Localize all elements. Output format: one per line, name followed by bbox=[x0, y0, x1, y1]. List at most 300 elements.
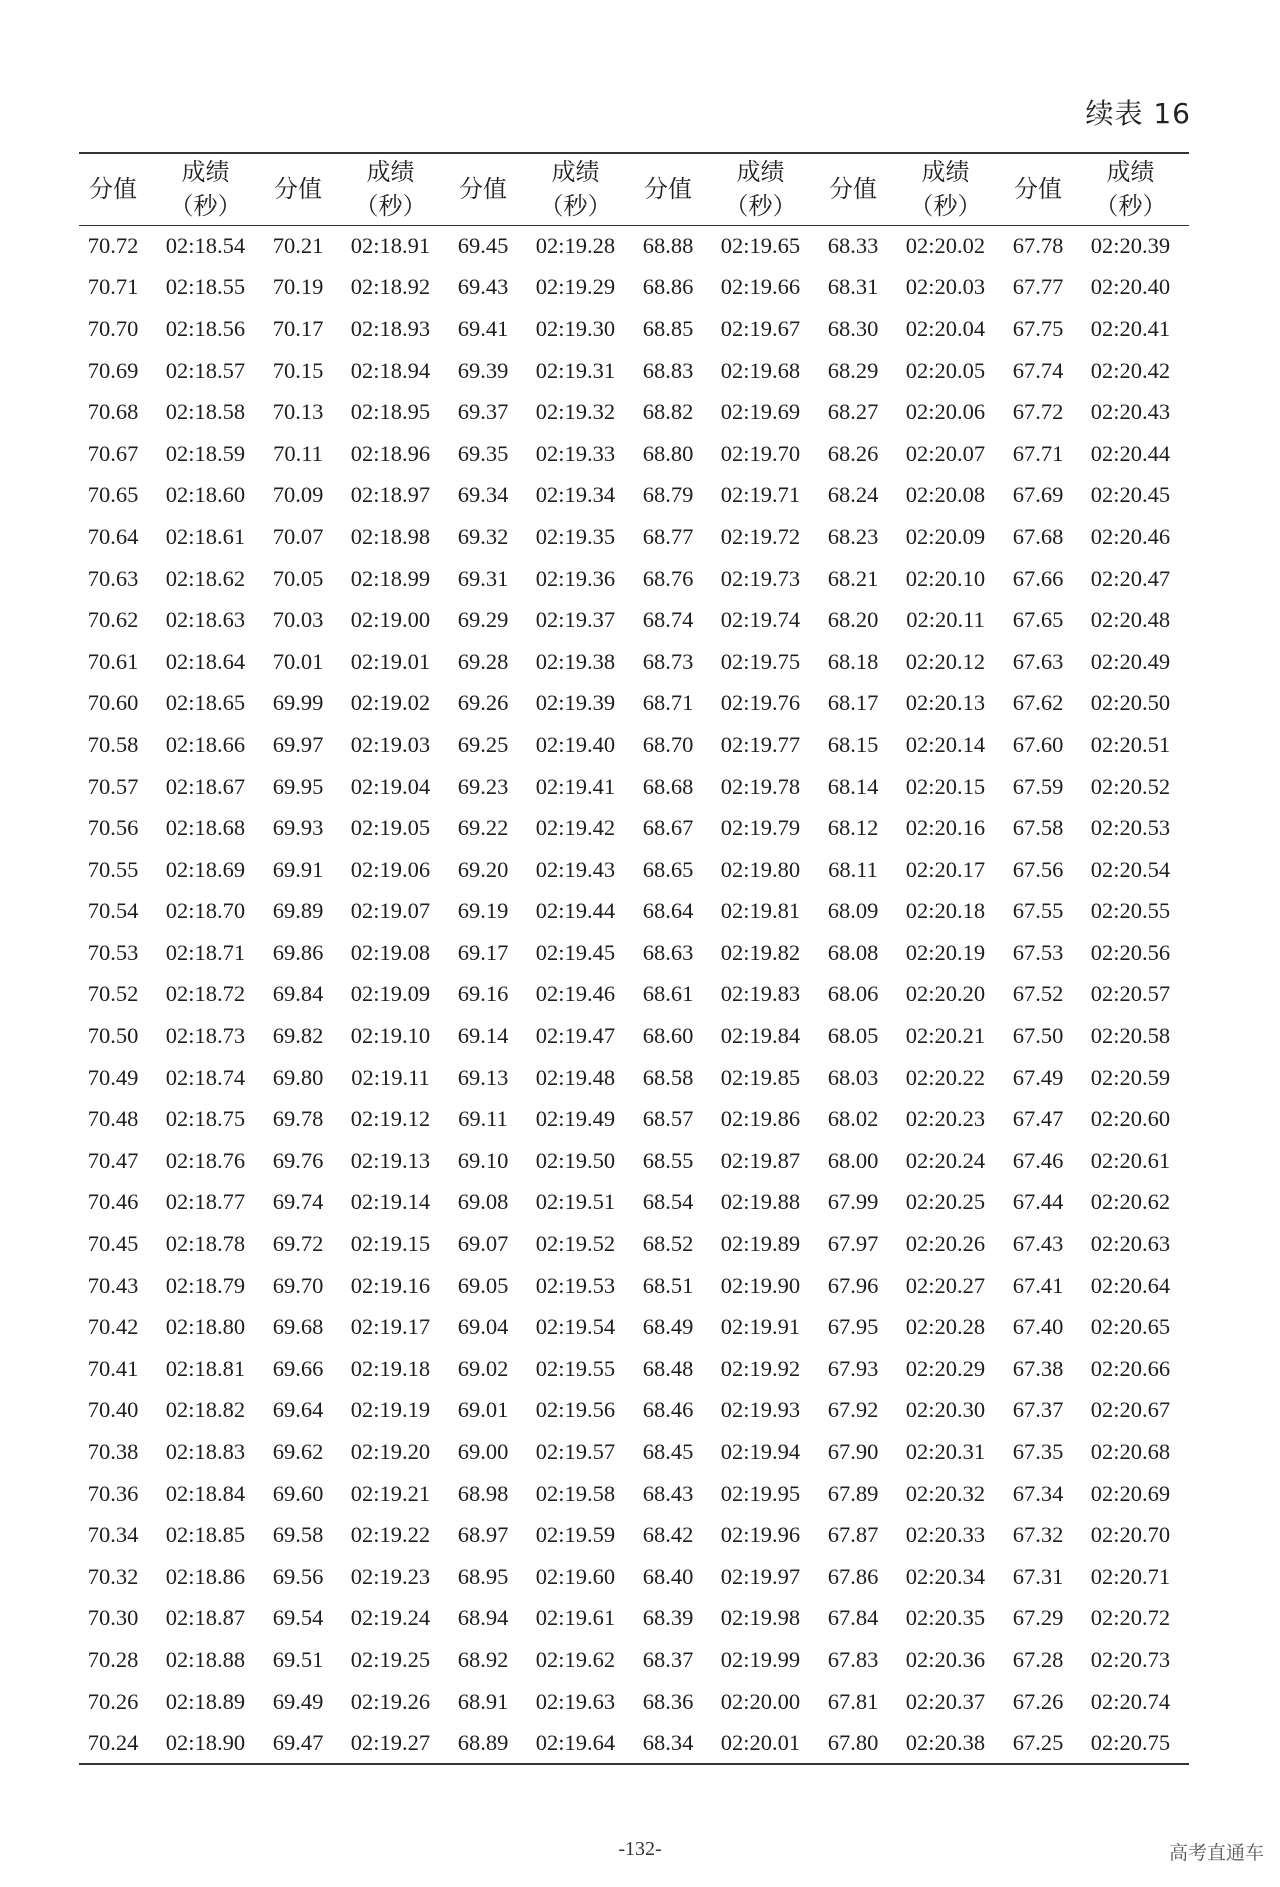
time-cell: 02:20.21 bbox=[905, 1023, 986, 1049]
score-cell: 67.40 bbox=[1012, 1314, 1064, 1340]
time-cell: 02:19.97 bbox=[720, 1563, 801, 1589]
score-cell: 67.62 bbox=[1012, 690, 1064, 716]
time-cell: 02:19.82 bbox=[720, 939, 801, 965]
time-column-header: 成绩 （秒） bbox=[887, 153, 1004, 225]
score-cell: 70.28 bbox=[87, 1646, 139, 1672]
score-cell: 68.23 bbox=[827, 523, 879, 549]
time-cell: 02:19.32 bbox=[535, 399, 616, 425]
score-cell: 69.05 bbox=[457, 1272, 509, 1298]
time-cell: 02:20.15 bbox=[905, 773, 986, 799]
score-cell: 67.26 bbox=[1012, 1688, 1064, 1714]
score-cell: 69.37 bbox=[457, 399, 509, 425]
time-cell: 02:20.31 bbox=[905, 1439, 986, 1465]
time-cell: 02:18.76 bbox=[165, 1147, 246, 1173]
time-cell: 02:18.95 bbox=[350, 399, 431, 425]
score-cell: 69.58 bbox=[272, 1522, 324, 1548]
score-cell: 67.34 bbox=[1012, 1480, 1064, 1506]
time-cell: 02:19.54 bbox=[535, 1314, 616, 1340]
time-cell: 02:19.92 bbox=[720, 1355, 801, 1381]
score-cell: 67.49 bbox=[1012, 1064, 1064, 1090]
time-cell: 02:19.18 bbox=[350, 1355, 431, 1381]
score-cell: 70.61 bbox=[87, 648, 139, 674]
time-cell: 02:19.73 bbox=[720, 565, 801, 591]
time-cell: 02:20.62 bbox=[1090, 1189, 1171, 1215]
time-cell: 02:18.72 bbox=[165, 981, 246, 1007]
time-cell: 02:20.46 bbox=[1090, 523, 1171, 549]
score-cell: 69.26 bbox=[457, 690, 509, 716]
table-row bbox=[79, 1722, 1189, 1764]
time-cell: 02:19.36 bbox=[535, 565, 616, 591]
time-cell: 02:18.90 bbox=[147, 1722, 264, 1764]
time-cell: 02:20.60 bbox=[1090, 1106, 1171, 1132]
score-cell: 69.13 bbox=[457, 1064, 509, 1090]
time-cell: 02:18.80 bbox=[165, 1314, 246, 1340]
score-cell: 69.91 bbox=[272, 856, 324, 882]
table-row bbox=[79, 433, 1189, 475]
time-cell: 02:19.71 bbox=[720, 482, 801, 508]
score-cell: 69.10 bbox=[457, 1147, 509, 1173]
score-cell: 69.62 bbox=[272, 1439, 324, 1465]
table-row bbox=[79, 1223, 1189, 1265]
time-column-header: 成绩 （秒） bbox=[517, 153, 634, 225]
score-cell: 70.48 bbox=[87, 1106, 139, 1132]
score-cell: 69.68 bbox=[272, 1314, 324, 1340]
score-cell: 67.66 bbox=[1012, 565, 1064, 591]
score-cell: 70.71 bbox=[87, 274, 139, 300]
score-cell: 70.21 bbox=[272, 233, 324, 259]
time-cell: 02:20.04 bbox=[905, 315, 986, 341]
time-cell: 02:19.25 bbox=[350, 1646, 431, 1672]
table-row bbox=[79, 350, 1189, 392]
time-cell: 02:20.58 bbox=[1090, 1023, 1171, 1049]
score-cell: 68.64 bbox=[642, 898, 694, 924]
time-cell: 02:19.41 bbox=[535, 773, 616, 799]
time-cell: 02:20.42 bbox=[1090, 357, 1171, 383]
score-cell: 68.55 bbox=[642, 1147, 694, 1173]
time-cell: 02:20.10 bbox=[905, 565, 986, 591]
score-cell: 68.02 bbox=[827, 1106, 879, 1132]
time-cell: 02:20.32 bbox=[905, 1480, 986, 1506]
time-cell: 02:19.48 bbox=[535, 1064, 616, 1090]
score-cell: 67.72 bbox=[1012, 399, 1064, 425]
time-cell: 02:20.49 bbox=[1090, 648, 1171, 674]
score-cell: 70.01 bbox=[272, 648, 324, 674]
time-cell: 02:18.64 bbox=[165, 648, 246, 674]
score-cell: 69.00 bbox=[457, 1439, 509, 1465]
score-cell: 69.04 bbox=[457, 1314, 509, 1340]
score-cell: 67.29 bbox=[1012, 1605, 1064, 1631]
score-cell: 69.64 bbox=[272, 1397, 324, 1423]
time-cell: 02:19.06 bbox=[350, 856, 431, 882]
time-cell: 02:19.79 bbox=[720, 815, 801, 841]
score-cell: 67.60 bbox=[1012, 731, 1064, 757]
time-cell: 02:19.84 bbox=[720, 1023, 801, 1049]
score-cell: 68.79 bbox=[642, 482, 694, 508]
score-cell: 69.86 bbox=[272, 939, 324, 965]
score-cell: 68.67 bbox=[642, 815, 694, 841]
score-cell: 69.99 bbox=[272, 690, 324, 716]
score-cell: 68.36 bbox=[642, 1688, 694, 1714]
time-cell: 02:19.01 bbox=[350, 648, 431, 674]
score-cell: 67.81 bbox=[827, 1688, 879, 1714]
score-cell: 70.36 bbox=[87, 1480, 139, 1506]
time-cell: 02:20.52 bbox=[1090, 773, 1171, 799]
score-cell: 68.03 bbox=[827, 1064, 879, 1090]
score-cell: 67.78 bbox=[1012, 233, 1064, 259]
score-cell: 67.80 bbox=[819, 1722, 887, 1764]
time-cell: 02:18.93 bbox=[350, 315, 431, 341]
time-cell: 02:18.92 bbox=[350, 274, 431, 300]
score-cell: 70.56 bbox=[87, 815, 139, 841]
score-cell: 68.06 bbox=[827, 981, 879, 1007]
time-cell: 02:18.68 bbox=[165, 815, 246, 841]
score-cell: 70.42 bbox=[87, 1314, 139, 1340]
time-cell: 02:19.30 bbox=[535, 315, 616, 341]
score-cell: 69.51 bbox=[272, 1646, 324, 1672]
score-cell: 70.46 bbox=[87, 1189, 139, 1215]
table-row bbox=[79, 558, 1189, 600]
score-cell: 67.92 bbox=[827, 1397, 879, 1423]
time-cell: 02:19.76 bbox=[720, 690, 801, 716]
table-row bbox=[79, 1015, 1189, 1057]
time-cell: 02:19.08 bbox=[350, 939, 431, 965]
score-cell: 70.40 bbox=[87, 1397, 139, 1423]
score-cell: 69.20 bbox=[457, 856, 509, 882]
score-cell: 69.84 bbox=[272, 981, 324, 1007]
time-cell: 02:20.56 bbox=[1090, 939, 1171, 965]
time-cell: 02:18.82 bbox=[165, 1397, 246, 1423]
time-cell: 02:19.04 bbox=[350, 773, 431, 799]
score-cell: 69.60 bbox=[272, 1480, 324, 1506]
time-cell: 02:20.69 bbox=[1090, 1480, 1171, 1506]
score-cell: 68.27 bbox=[827, 399, 879, 425]
time-cell: 02:19.81 bbox=[720, 898, 801, 924]
score-cell: 69.47 bbox=[264, 1722, 332, 1764]
time-cell: 02:19.22 bbox=[350, 1522, 431, 1548]
time-cell: 02:19.34 bbox=[535, 482, 616, 508]
score-cell: 70.34 bbox=[87, 1522, 139, 1548]
time-cell: 02:18.85 bbox=[165, 1522, 246, 1548]
time-cell: 02:19.96 bbox=[720, 1522, 801, 1548]
time-cell: 02:19.28 bbox=[535, 233, 616, 259]
time-cell: 02:20.07 bbox=[905, 440, 986, 466]
score-cell: 69.19 bbox=[457, 898, 509, 924]
score-cell: 67.84 bbox=[827, 1605, 879, 1631]
score-cell: 70.67 bbox=[87, 440, 139, 466]
time-cell: 02:18.59 bbox=[165, 440, 246, 466]
time-cell: 02:18.83 bbox=[165, 1439, 246, 1465]
score-cell: 67.44 bbox=[1012, 1189, 1064, 1215]
time-cell: 02:19.39 bbox=[535, 690, 616, 716]
time-cell: 02:19.99 bbox=[720, 1646, 801, 1672]
score-cell: 67.50 bbox=[1012, 1023, 1064, 1049]
score-cell: 70.58 bbox=[87, 731, 139, 757]
score-cell: 68.57 bbox=[642, 1106, 694, 1132]
time-cell: 02:19.59 bbox=[535, 1522, 616, 1548]
score-column-header: 分值 bbox=[1004, 153, 1072, 225]
score-cell: 70.47 bbox=[87, 1147, 139, 1173]
time-cell: 02:19.55 bbox=[535, 1355, 616, 1381]
score-cell: 67.25 bbox=[1004, 1722, 1072, 1764]
table-header-row bbox=[79, 153, 1189, 225]
table-row bbox=[79, 1390, 1189, 1432]
score-cell: 69.35 bbox=[457, 440, 509, 466]
time-cell: 02:19.60 bbox=[535, 1563, 616, 1589]
time-cell: 02:20.00 bbox=[720, 1688, 801, 1714]
time-cell: 02:18.58 bbox=[165, 399, 246, 425]
score-cell: 70.13 bbox=[272, 399, 324, 425]
time-cell: 02:18.96 bbox=[350, 440, 431, 466]
time-cell: 02:20.51 bbox=[1090, 731, 1171, 757]
score-cell: 68.68 bbox=[642, 773, 694, 799]
score-cell: 70.15 bbox=[272, 357, 324, 383]
score-cell: 68.85 bbox=[642, 315, 694, 341]
score-cell: 67.31 bbox=[1012, 1563, 1064, 1589]
score-cell: 68.40 bbox=[642, 1563, 694, 1589]
score-cell: 68.17 bbox=[827, 690, 879, 716]
time-cell: 02:19.49 bbox=[535, 1106, 616, 1132]
time-cell: 02:20.14 bbox=[905, 731, 986, 757]
table-row bbox=[79, 1514, 1189, 1556]
table-row bbox=[79, 1639, 1189, 1681]
time-column-header: 成绩 （秒） bbox=[147, 153, 264, 225]
time-cell: 02:18.86 bbox=[165, 1563, 246, 1589]
time-cell: 02:18.66 bbox=[165, 731, 246, 757]
time-cell: 02:20.43 bbox=[1090, 399, 1171, 425]
time-cell: 02:20.54 bbox=[1090, 856, 1171, 882]
score-cell: 69.16 bbox=[457, 981, 509, 1007]
time-cell: 02:20.29 bbox=[905, 1355, 986, 1381]
time-cell: 02:19.57 bbox=[535, 1439, 616, 1465]
time-cell: 02:19.14 bbox=[350, 1189, 431, 1215]
time-cell: 02:19.29 bbox=[535, 274, 616, 300]
time-cell: 02:19.05 bbox=[350, 815, 431, 841]
score-cell: 69.93 bbox=[272, 815, 324, 841]
score-cell: 70.60 bbox=[87, 690, 139, 716]
score-cell: 68.45 bbox=[642, 1439, 694, 1465]
time-cell: 02:20.36 bbox=[905, 1646, 986, 1672]
time-cell: 02:19.93 bbox=[720, 1397, 801, 1423]
time-cell: 02:19.98 bbox=[720, 1605, 801, 1631]
score-cell: 69.32 bbox=[457, 523, 509, 549]
time-cell: 02:20.66 bbox=[1090, 1355, 1171, 1381]
score-cell: 70.32 bbox=[87, 1563, 139, 1589]
score-column-header: 分值 bbox=[819, 153, 887, 225]
time-cell: 02:18.78 bbox=[165, 1231, 246, 1257]
score-cell: 68.42 bbox=[642, 1522, 694, 1548]
time-cell: 02:18.88 bbox=[165, 1646, 246, 1672]
time-cell: 02:19.42 bbox=[535, 815, 616, 841]
score-cell: 68.95 bbox=[457, 1563, 509, 1589]
score-column-header: 分值 bbox=[634, 153, 702, 225]
score-cell: 69.08 bbox=[457, 1189, 509, 1215]
time-cell: 02:19.64 bbox=[517, 1722, 634, 1764]
time-cell: 02:20.63 bbox=[1090, 1231, 1171, 1257]
score-cell: 69.66 bbox=[272, 1355, 324, 1381]
score-cell: 68.46 bbox=[642, 1397, 694, 1423]
table-row bbox=[79, 516, 1189, 558]
time-cell: 02:20.61 bbox=[1090, 1147, 1171, 1173]
table-row bbox=[79, 1057, 1189, 1099]
score-cell: 67.83 bbox=[827, 1646, 879, 1672]
score-cell: 70.09 bbox=[272, 482, 324, 508]
score-cell: 68.52 bbox=[642, 1231, 694, 1257]
time-cell: 02:20.39 bbox=[1090, 233, 1171, 259]
table-row bbox=[79, 267, 1189, 309]
time-cell: 02:19.27 bbox=[332, 1722, 449, 1764]
score-cell: 67.75 bbox=[1012, 315, 1064, 341]
page-number: -132- bbox=[618, 1838, 662, 1860]
score-cell: 68.43 bbox=[642, 1480, 694, 1506]
score-cell: 70.53 bbox=[87, 939, 139, 965]
score-cell: 67.53 bbox=[1012, 939, 1064, 965]
time-cell: 02:19.23 bbox=[350, 1563, 431, 1589]
time-cell: 02:19.95 bbox=[720, 1480, 801, 1506]
time-cell: 02:20.17 bbox=[905, 856, 986, 882]
score-cell: 70.41 bbox=[87, 1355, 139, 1381]
score-cell: 68.86 bbox=[642, 274, 694, 300]
score-cell: 70.65 bbox=[87, 482, 139, 508]
score-cell: 68.31 bbox=[827, 274, 879, 300]
table-row bbox=[79, 225, 1189, 267]
score-cell: 67.28 bbox=[1012, 1646, 1064, 1672]
time-cell: 02:20.38 bbox=[887, 1722, 1004, 1764]
score-cell: 68.34 bbox=[634, 1722, 702, 1764]
score-cell: 67.43 bbox=[1012, 1231, 1064, 1257]
time-cell: 02:19.67 bbox=[720, 315, 801, 341]
time-cell: 02:18.54 bbox=[165, 233, 246, 259]
time-cell: 02:18.97 bbox=[350, 482, 431, 508]
score-cell: 67.63 bbox=[1012, 648, 1064, 674]
time-cell: 02:20.73 bbox=[1090, 1646, 1171, 1672]
score-cell: 67.97 bbox=[827, 1231, 879, 1257]
score-cell: 68.30 bbox=[827, 315, 879, 341]
score-cell: 68.18 bbox=[827, 648, 879, 674]
score-cell: 70.69 bbox=[87, 357, 139, 383]
time-cell: 02:18.60 bbox=[165, 482, 246, 508]
time-cell: 02:18.79 bbox=[165, 1272, 246, 1298]
time-cell: 02:19.47 bbox=[535, 1023, 616, 1049]
time-cell: 02:19.75 bbox=[720, 648, 801, 674]
time-cell: 02:19.94 bbox=[720, 1439, 801, 1465]
score-conversion-table bbox=[79, 152, 1189, 1765]
time-cell: 02:18.81 bbox=[165, 1355, 246, 1381]
time-cell: 02:19.87 bbox=[720, 1147, 801, 1173]
time-cell: 02:18.57 bbox=[165, 357, 246, 383]
time-cell: 02:18.87 bbox=[165, 1605, 246, 1631]
time-cell: 02:18.69 bbox=[165, 856, 246, 882]
time-cell: 02:20.27 bbox=[905, 1272, 986, 1298]
table-row bbox=[79, 1473, 1189, 1515]
score-cell: 70.19 bbox=[272, 274, 324, 300]
time-cell: 02:20.45 bbox=[1090, 482, 1171, 508]
score-cell: 70.26 bbox=[87, 1688, 139, 1714]
score-cell: 68.94 bbox=[457, 1605, 509, 1631]
score-cell: 70.62 bbox=[87, 607, 139, 633]
score-cell: 68.33 bbox=[827, 233, 879, 259]
score-cell: 69.54 bbox=[272, 1605, 324, 1631]
score-column-header: 分值 bbox=[79, 153, 147, 225]
table-row bbox=[79, 1348, 1189, 1390]
score-cell: 68.49 bbox=[642, 1314, 694, 1340]
time-cell: 02:18.77 bbox=[165, 1189, 246, 1215]
time-cell: 02:20.09 bbox=[905, 523, 986, 549]
score-cell: 69.45 bbox=[457, 233, 509, 259]
table-row bbox=[79, 1681, 1189, 1723]
score-cell: 68.65 bbox=[642, 856, 694, 882]
time-cell: 02:18.55 bbox=[165, 274, 246, 300]
time-cell: 02:19.26 bbox=[350, 1688, 431, 1714]
time-cell: 02:19.53 bbox=[535, 1272, 616, 1298]
time-cell: 02:19.37 bbox=[535, 607, 616, 633]
score-cell: 68.24 bbox=[827, 482, 879, 508]
time-cell: 02:19.83 bbox=[720, 981, 801, 1007]
score-cell: 68.61 bbox=[642, 981, 694, 1007]
time-cell: 02:20.67 bbox=[1090, 1397, 1171, 1423]
table-row bbox=[79, 932, 1189, 974]
time-cell: 02:19.52 bbox=[535, 1231, 616, 1257]
time-cell: 02:19.24 bbox=[350, 1605, 431, 1631]
time-cell: 02:19.43 bbox=[535, 856, 616, 882]
time-column-header: 成绩 （秒） bbox=[1072, 153, 1189, 225]
time-cell: 02:18.89 bbox=[165, 1688, 246, 1714]
time-cell: 02:20.22 bbox=[905, 1064, 986, 1090]
score-cell: 69.78 bbox=[272, 1106, 324, 1132]
time-cell: 02:19.63 bbox=[535, 1688, 616, 1714]
time-cell: 02:20.03 bbox=[905, 274, 986, 300]
time-cell: 02:18.61 bbox=[165, 523, 246, 549]
score-cell: 68.63 bbox=[642, 939, 694, 965]
time-cell: 02:20.25 bbox=[905, 1189, 986, 1215]
score-cell: 70.45 bbox=[87, 1231, 139, 1257]
score-cell: 70.52 bbox=[87, 981, 139, 1007]
score-cell: 67.71 bbox=[1012, 440, 1064, 466]
time-cell: 02:20.74 bbox=[1090, 1688, 1171, 1714]
time-cell: 02:19.51 bbox=[535, 1189, 616, 1215]
score-cell: 70.05 bbox=[272, 565, 324, 591]
time-cell: 02:19.62 bbox=[535, 1646, 616, 1672]
score-cell: 70.68 bbox=[87, 399, 139, 425]
time-cell: 02:20.55 bbox=[1090, 898, 1171, 924]
score-cell: 68.77 bbox=[642, 523, 694, 549]
time-cell: 02:20.11 bbox=[906, 607, 985, 633]
score-cell: 68.80 bbox=[642, 440, 694, 466]
score-cell: 67.95 bbox=[827, 1314, 879, 1340]
score-cell: 69.01 bbox=[457, 1397, 509, 1423]
score-cell: 69.39 bbox=[457, 357, 509, 383]
time-cell: 02:19.12 bbox=[350, 1106, 431, 1132]
time-cell: 02:19.38 bbox=[535, 648, 616, 674]
score-cell: 68.98 bbox=[457, 1480, 509, 1506]
time-cell: 02:20.35 bbox=[905, 1605, 986, 1631]
time-cell: 02:20.75 bbox=[1072, 1722, 1189, 1764]
score-cell: 68.29 bbox=[827, 357, 879, 383]
time-cell: 02:20.08 bbox=[905, 482, 986, 508]
time-cell: 02:19.72 bbox=[720, 523, 801, 549]
score-cell: 67.89 bbox=[827, 1480, 879, 1506]
time-cell: 02:19.10 bbox=[350, 1023, 431, 1049]
score-cell: 70.72 bbox=[87, 233, 139, 259]
score-cell: 67.96 bbox=[827, 1272, 879, 1298]
time-cell: 02:19.09 bbox=[350, 981, 431, 1007]
score-cell: 68.92 bbox=[457, 1646, 509, 1672]
score-cell: 67.56 bbox=[1012, 856, 1064, 882]
score-cell: 67.32 bbox=[1012, 1522, 1064, 1548]
table-row bbox=[79, 807, 1189, 849]
time-cell: 02:19.80 bbox=[720, 856, 801, 882]
score-cell: 68.58 bbox=[642, 1064, 694, 1090]
time-cell: 02:19.00 bbox=[350, 607, 431, 633]
